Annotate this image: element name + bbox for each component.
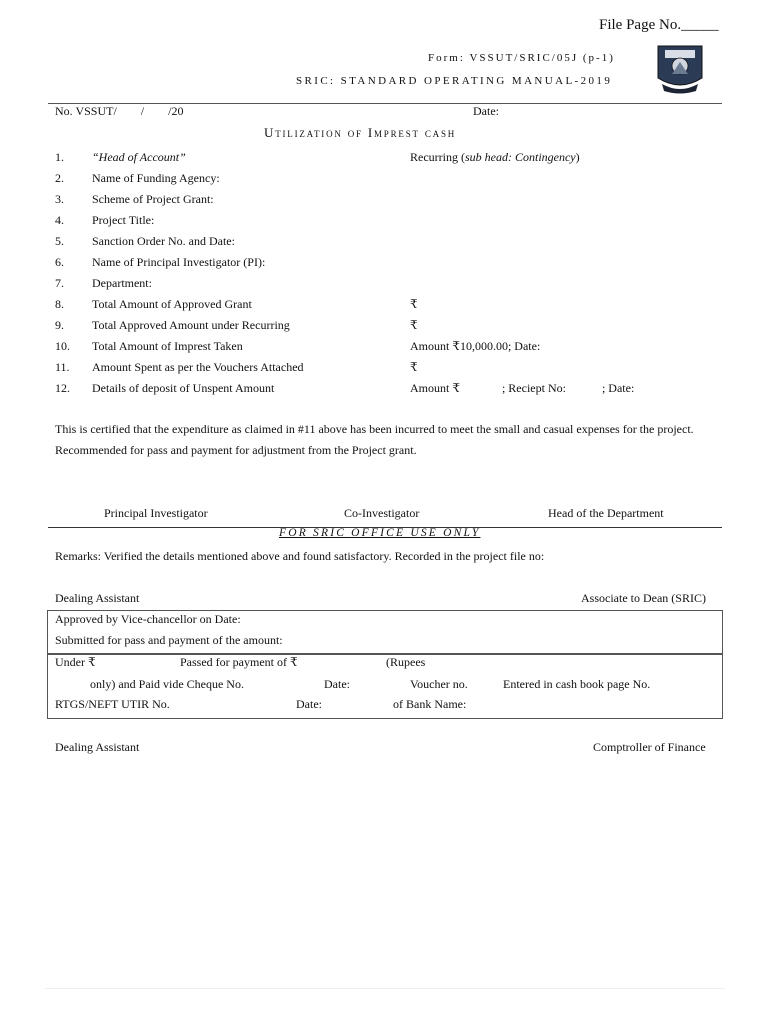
footer-divider xyxy=(45,988,725,989)
file-page-number: File Page No._____ xyxy=(599,17,719,33)
item-number: 7. xyxy=(55,276,64,290)
office-remarks: Remarks: Verified the details mentioned above and found satisfactory. Recorded in the project file no: xyxy=(55,549,545,563)
item-number: 3. xyxy=(55,192,64,206)
item-number: 5. xyxy=(55,234,64,248)
item-number: 10. xyxy=(55,339,70,353)
item-label: Scheme of Project Grant: xyxy=(92,192,214,206)
associate-dean-label: Associate to Dean (SRIC) xyxy=(581,591,706,605)
item-number: 2. xyxy=(55,171,64,185)
item-label: Total Amount of Approved Grant xyxy=(92,297,252,311)
cheque-date-label: Date: xyxy=(324,677,350,691)
signature-hod: Head of the Department xyxy=(548,506,664,520)
item-value: Amount ₹10,000.00; Date: xyxy=(410,339,541,353)
item-label: Name of Principal Investigator (PI): xyxy=(92,255,266,269)
approved-by-label: Approved by Vice-chancellor on Date: xyxy=(55,612,241,626)
item-value: ₹ xyxy=(410,318,418,332)
rtgs-label: RTGS/NEFT UTIR No. xyxy=(55,697,170,711)
item-label: Details of deposit of Unspent Amount xyxy=(92,381,275,395)
item-label: Total Approved Amount under Recurring xyxy=(92,318,290,332)
item-label: Amount Spent as per the Vouchers Attached xyxy=(92,360,304,374)
item-number: 11. xyxy=(55,360,70,374)
item-number: 8. xyxy=(55,297,64,311)
item-value: ₹ xyxy=(410,360,418,374)
university-emblem-icon xyxy=(656,44,704,96)
dealing-assistant-label-2: Dealing Assistant xyxy=(55,740,140,754)
under-label: Under ₹ xyxy=(55,655,96,669)
reference-date: Date: xyxy=(473,104,499,118)
office-use-title: FOR SRIC OFFICE USE ONLY xyxy=(279,527,481,539)
passed-label: Passed for payment of ₹ xyxy=(180,655,298,669)
submitted-label: Submitted for pass and payment of the amount: xyxy=(55,633,283,647)
item-label: Department: xyxy=(92,276,152,290)
reference-number: No. VSSUT/ / /20 xyxy=(55,104,184,118)
item-label: “Head of Account” xyxy=(92,150,186,164)
certification-text: This is certified that the expenditure as claimed in #11 above has been incurred to meet the small and casual expenses for the project. Recommended for pass and payment for adjustment from the Project grant. xyxy=(55,422,694,457)
page-title: Utilization of Imprest cash xyxy=(264,125,457,140)
signature-co-pi: Co-Investigator xyxy=(344,506,420,520)
item-number: 9. xyxy=(55,318,64,332)
item-number: 1. xyxy=(55,150,64,164)
manual-title: SRIC: STANDARD OPERATING MANUAL-2019 xyxy=(296,75,613,87)
cash-book-label: Entered in cash book page No. xyxy=(503,677,651,691)
item-label: Sanction Order No. and Date: xyxy=(92,234,235,248)
item-number: 6. xyxy=(55,255,64,269)
comptroller-label: Comptroller of Finance xyxy=(593,740,706,754)
cheque-label: only) and Paid vide Cheque No. xyxy=(90,677,244,691)
item-label: Name of Funding Agency: xyxy=(92,171,220,185)
item-value: ₹ xyxy=(410,297,418,311)
item-number: 12. xyxy=(55,381,70,395)
item-value: Recurring (sub head: Contingency) xyxy=(410,150,580,164)
voucher-label: Voucher no. xyxy=(410,677,468,691)
item-value: Amount ₹ ; Reciept No: ; Date: xyxy=(410,381,635,395)
rtgs-date-label: Date: xyxy=(296,697,322,711)
form-code: Form: VSSUT/SRIC/05J (p-1) xyxy=(428,52,615,64)
dealing-assistant-label: Dealing Assistant xyxy=(55,591,140,605)
signature-pi: Principal Investigator xyxy=(104,506,208,520)
rupees-label: (Rupees xyxy=(386,655,426,669)
item-label: Project Title: xyxy=(92,213,155,227)
item-number: 4. xyxy=(55,213,64,227)
item-label: Total Amount of Imprest Taken xyxy=(92,339,243,353)
bank-name-label: of Bank Name: xyxy=(393,697,467,711)
